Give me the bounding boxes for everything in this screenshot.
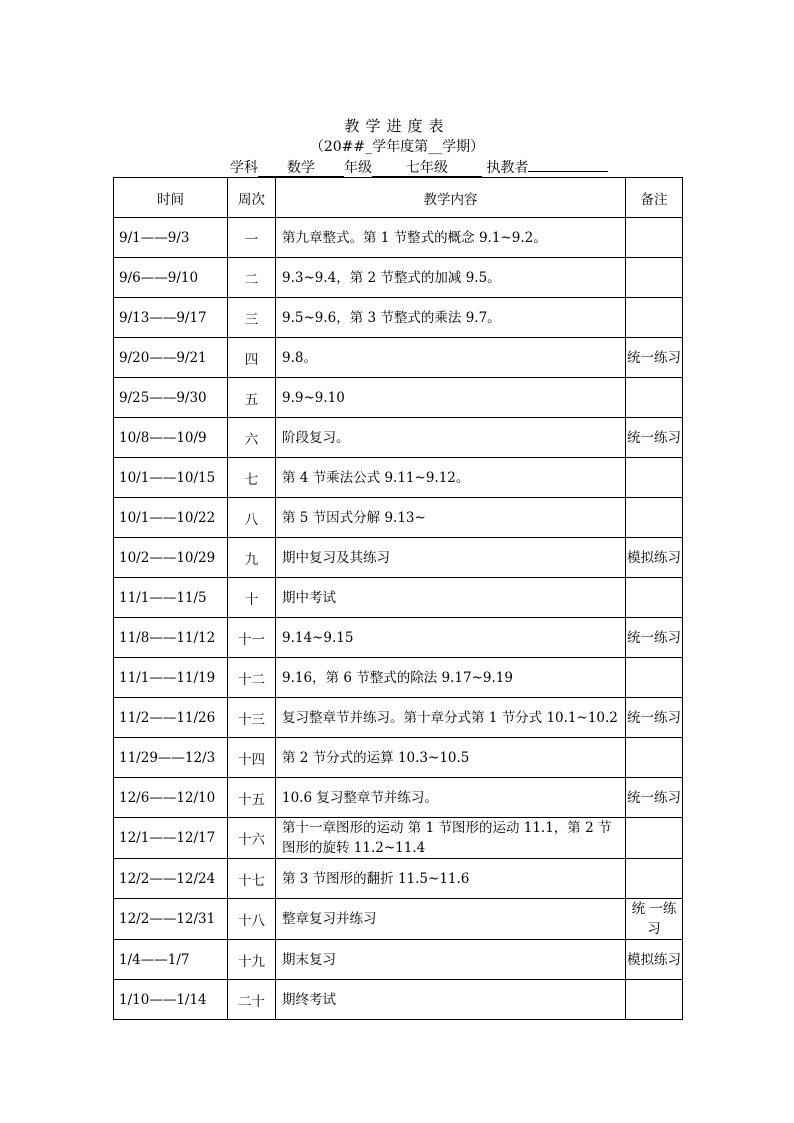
cell-content: 第 3 节图形的翻折 11.5~11.6 — [276, 859, 626, 899]
table-row — [114, 578, 683, 618]
subject-value: 数学 — [258, 160, 344, 177]
cell-time: 9/6——9/10 — [114, 258, 228, 298]
table-row — [114, 980, 683, 1020]
cell-note — [626, 980, 683, 1020]
cell-note: 模拟练习 — [626, 538, 683, 578]
cell-content: 9.8。 — [276, 338, 626, 378]
cell-time: 9/13——9/17 — [114, 298, 228, 338]
cell-note: 模拟练习 — [626, 940, 683, 980]
cell-time: 12/1——12/17 — [114, 818, 228, 859]
cell-note — [626, 458, 683, 498]
table-row — [114, 818, 683, 859]
cell-content: 复习整章节并练习。第十章分式第 1 节分式 10.1~10.2 — [276, 698, 626, 738]
cell-note: 统一练习 — [626, 338, 683, 378]
table-row — [114, 859, 683, 899]
cell-content: 9.16，第 6 节整式的除法 9.17~9.19 — [276, 658, 626, 698]
table-row — [114, 778, 683, 818]
cell-week: 二十 — [228, 980, 276, 1020]
cell-content: 9.9~9.10 — [276, 378, 626, 418]
cell-week: 一 — [228, 218, 276, 258]
cell-note — [626, 298, 683, 338]
table-row — [114, 738, 683, 778]
cell-content: 第九章整式。第 1 节整式的概念 9.1~9.2。 — [276, 218, 626, 258]
cell-time: 9/1——9/3 — [114, 218, 228, 258]
cell-time: 1/4——1/7 — [114, 940, 228, 980]
cell-week: 十 — [228, 578, 276, 618]
table-row — [114, 658, 683, 698]
cell-time: 11/2——11/26 — [114, 698, 228, 738]
document-subtitle: （20##_学年度第__学期） — [309, 139, 485, 155]
table-row — [114, 418, 683, 458]
teacher-label: 执教者 — [486, 160, 529, 176]
cell-note: 统一练习 — [626, 618, 683, 658]
grade-label: 年级 — [344, 160, 372, 176]
table-row — [114, 378, 683, 418]
cell-week: 九 — [228, 538, 276, 578]
cell-time: 10/2——10/29 — [114, 538, 228, 578]
cell-week: 十六 — [228, 818, 276, 859]
table-row — [114, 218, 683, 258]
cell-content: 阶段复习。 — [276, 418, 626, 458]
cell-content: 整章复习并练习 — [276, 899, 626, 940]
table-row — [114, 458, 683, 498]
cell-content: 第 2 节分式的运算 10.3~10.5 — [276, 738, 626, 778]
header-note: 备注 — [626, 178, 683, 218]
cell-content: 期末复习 — [276, 940, 626, 980]
cell-time: 10/8——10/9 — [114, 418, 228, 458]
cell-note — [626, 578, 683, 618]
grade-value: 七年级 — [372, 160, 482, 177]
cell-week: 十五 — [228, 778, 276, 818]
cell-content: 9.14~9.15 — [276, 618, 626, 658]
table-row — [114, 338, 683, 378]
cell-time: 12/2——12/24 — [114, 859, 228, 899]
cell-week: 十三 — [228, 698, 276, 738]
table-row — [114, 618, 683, 658]
cell-note — [626, 818, 683, 859]
table-row — [114, 538, 683, 578]
cell-time: 9/25——9/30 — [114, 378, 228, 418]
cell-week: 十七 — [228, 859, 276, 899]
cell-week: 二 — [228, 258, 276, 298]
cell-note — [626, 218, 683, 258]
cell-content: 期中复习及其练习 — [276, 538, 626, 578]
cell-content: 第 5 节因式分解 9.13~ — [276, 498, 626, 538]
cell-note — [626, 859, 683, 899]
cell-content: 第十一章图形的运动 第 1 节图形的运动 11.1，第 2 节图形的旋转 11.2~11.4 — [276, 818, 626, 859]
cell-content: 9.3~9.4，第 2 节整式的加减 9.5。 — [276, 258, 626, 298]
header-content: 教学内容 — [276, 178, 626, 218]
cell-week: 四 — [228, 338, 276, 378]
cell-note: 统一练习 — [626, 778, 683, 818]
cell-content: 期终考试 — [276, 980, 626, 1020]
cell-time: 11/8——11/12 — [114, 618, 228, 658]
cell-time: 1/10——1/14 — [114, 980, 228, 1020]
info-line — [230, 157, 608, 177]
cell-content: 期中考试 — [276, 578, 626, 618]
cell-week: 五 — [228, 378, 276, 418]
cell-week: 七 — [228, 458, 276, 498]
header-row — [114, 178, 683, 218]
cell-week: 十一 — [228, 618, 276, 658]
cell-note — [626, 258, 683, 298]
cell-week: 三 — [228, 298, 276, 338]
cell-week: 十二 — [228, 658, 276, 698]
cell-note — [626, 658, 683, 698]
cell-content: 9.5~9.6，第 3 节整式的乘法 9.7。 — [276, 298, 626, 338]
table-body — [114, 218, 683, 1020]
cell-week: 十四 — [228, 738, 276, 778]
table-row — [114, 899, 683, 940]
teacher-value — [528, 171, 608, 172]
cell-note — [626, 738, 683, 778]
cell-time: 11/1——11/19 — [114, 658, 228, 698]
cell-time: 12/6——12/10 — [114, 778, 228, 818]
cell-content: 10.6 复习整章节并练习。 — [276, 778, 626, 818]
cell-week: 六 — [228, 418, 276, 458]
cell-week: 八 — [228, 498, 276, 538]
table-row — [114, 258, 683, 298]
cell-week: 十九 — [228, 940, 276, 980]
cell-time: 9/20——9/21 — [114, 338, 228, 378]
cell-note — [626, 498, 683, 538]
table-row — [114, 940, 683, 980]
cell-content: 第 4 节乘法公式 9.11~9.12。 — [276, 458, 626, 498]
cell-note: 统 一练习 — [626, 899, 683, 940]
table-row — [114, 298, 683, 338]
cell-time: 10/1——10/15 — [114, 458, 228, 498]
subject-label: 学科 — [230, 160, 258, 176]
schedule-table — [113, 177, 683, 1020]
header-week: 周次 — [228, 178, 276, 218]
cell-note: 统一练习 — [626, 418, 683, 458]
table-row — [114, 498, 683, 538]
document-title: 教学进度表 — [344, 117, 450, 135]
cell-note — [626, 378, 683, 418]
cell-time: 11/1——11/5 — [114, 578, 228, 618]
cell-time: 12/2——12/31 — [114, 899, 228, 940]
cell-note: 统一练习 — [626, 698, 683, 738]
table-row — [114, 698, 683, 738]
cell-time: 10/1——10/22 — [114, 498, 228, 538]
header-time: 时间 — [114, 178, 228, 218]
cell-week: 十八 — [228, 899, 276, 940]
cell-time: 11/29——12/3 — [114, 738, 228, 778]
